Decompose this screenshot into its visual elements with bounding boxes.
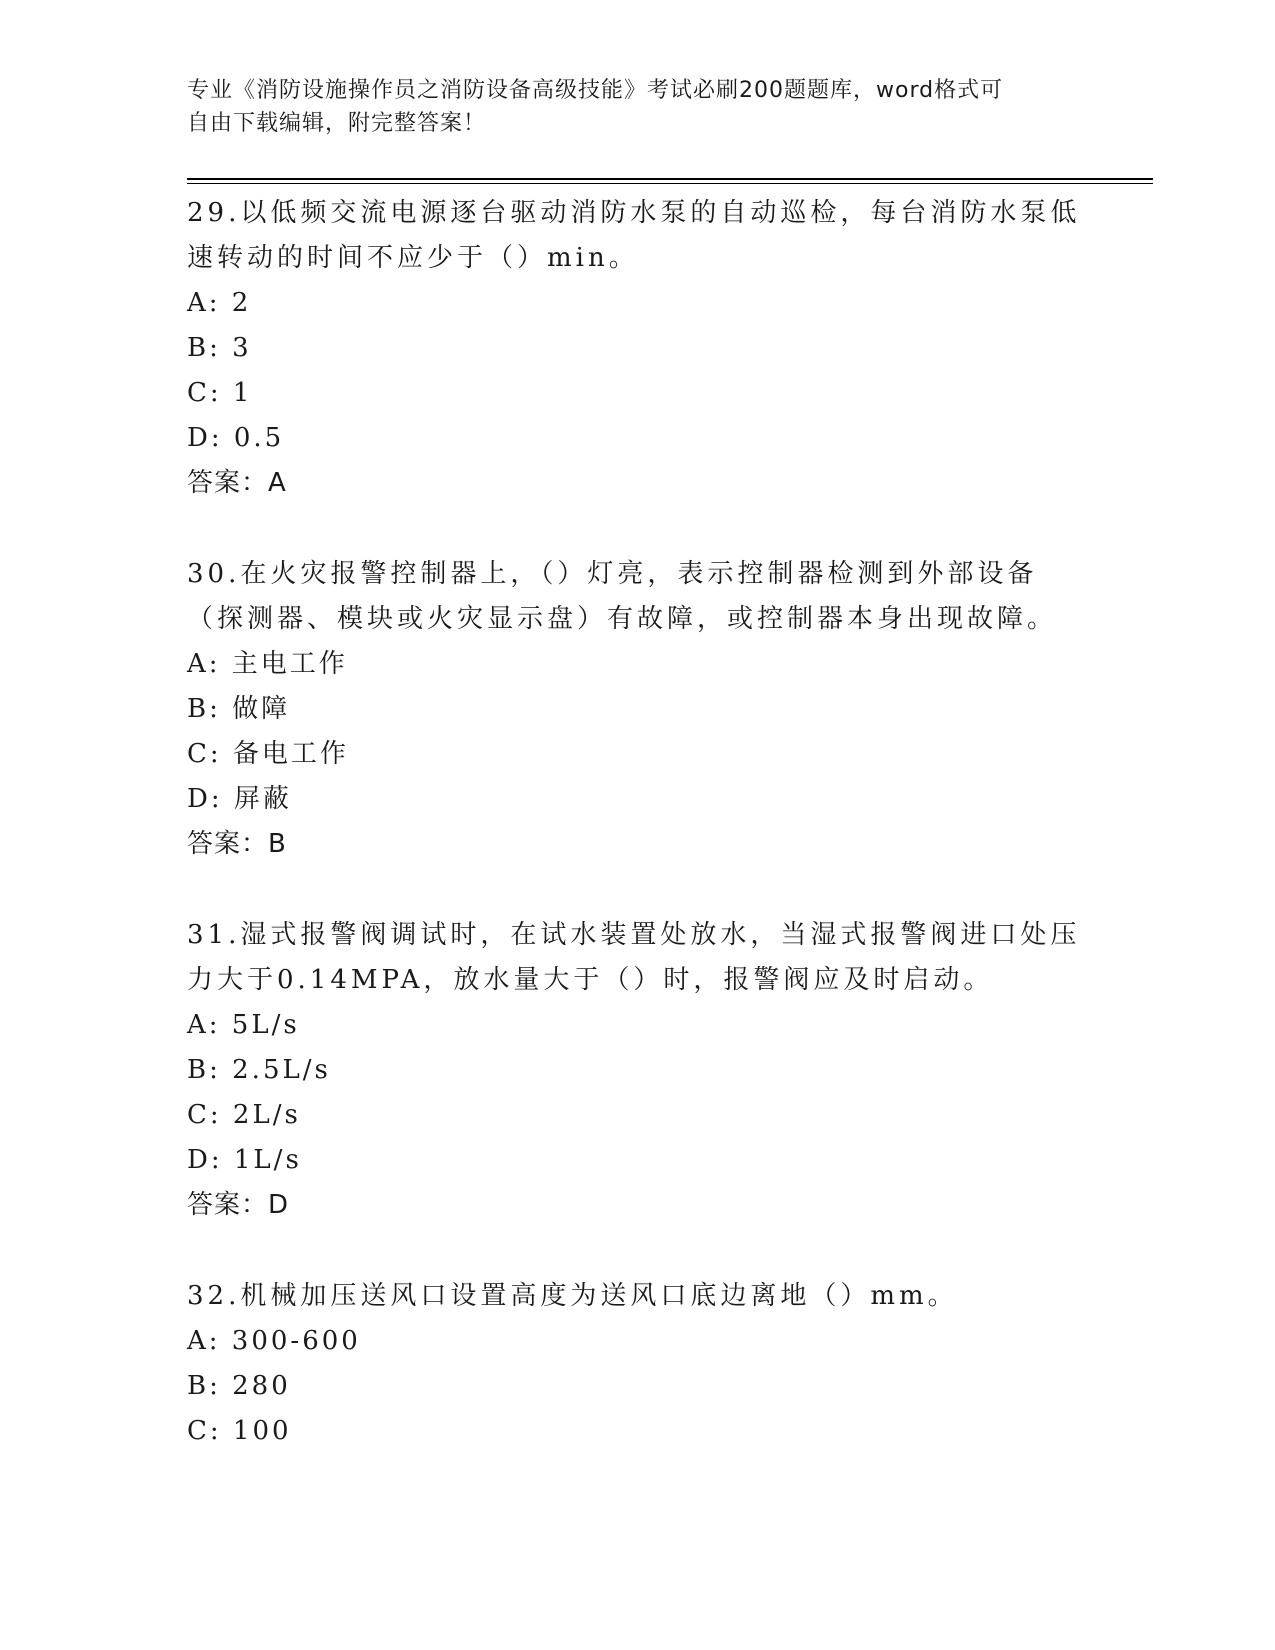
question-32 [187,1274,1087,1454]
option-a: A: 5L/s [187,1010,300,1040]
option-d: D: 1L/s [187,1145,302,1175]
question-stem: 30.在火灾报警控制器上，（）灯亮，表示控制器检测到外部设备（探测器、模块或火灾显示盘）有故障，或控制器本身出现故障。 [187,559,1058,634]
answer: 答案：B [187,829,287,859]
option-a: A: 主电工作 [187,649,348,679]
option-a: A: 2 [187,288,252,318]
option-b: B: 3 [187,333,252,363]
option-d: D: 0.5 [187,423,285,453]
option-c: C: 2L/s [187,1100,301,1130]
question-stem: 32.机械加压送风口设置高度为送风口底边离地（）mm。 [187,1281,958,1311]
document-header: 专业《消防设施操作员之消防设备高级技能》考试必刷200题题库，word格式可 自由下载编辑，附完整答案！ [187,78,1004,136]
question-list [187,191,1087,1500]
option-b: B: 做障 [187,694,291,724]
option-d: D: 屏蔽 [187,784,292,814]
question-31 [187,913,1087,1228]
option-b: B: 280 [187,1371,291,1401]
header-rule-thin [187,183,1153,184]
question-stem: 31.湿式报警阀调试时，在试水装置处放水，当湿式报警阀进口处压力大于0.14MPA，放水量大于（）时，报警阀应及时启动。 [187,920,1081,995]
option-c: C: 备电工作 [187,739,349,769]
option-a: A: 300-600 [187,1326,361,1356]
question-stem: 29.以低频交流电源逐台驱动消防水泵的自动巡检，每台消防水泵低速转动的时间不应少于（）min。 [187,198,1081,273]
option-c: C: 1 [187,378,253,408]
question-29 [187,191,1087,506]
header-rule-thick [187,178,1153,180]
answer: 答案：A [187,468,287,498]
option-c: C: 100 [187,1416,292,1446]
option-b: B: 2.5L/s [187,1055,331,1085]
question-30 [187,552,1087,867]
answer: 答案：D [187,1190,290,1220]
